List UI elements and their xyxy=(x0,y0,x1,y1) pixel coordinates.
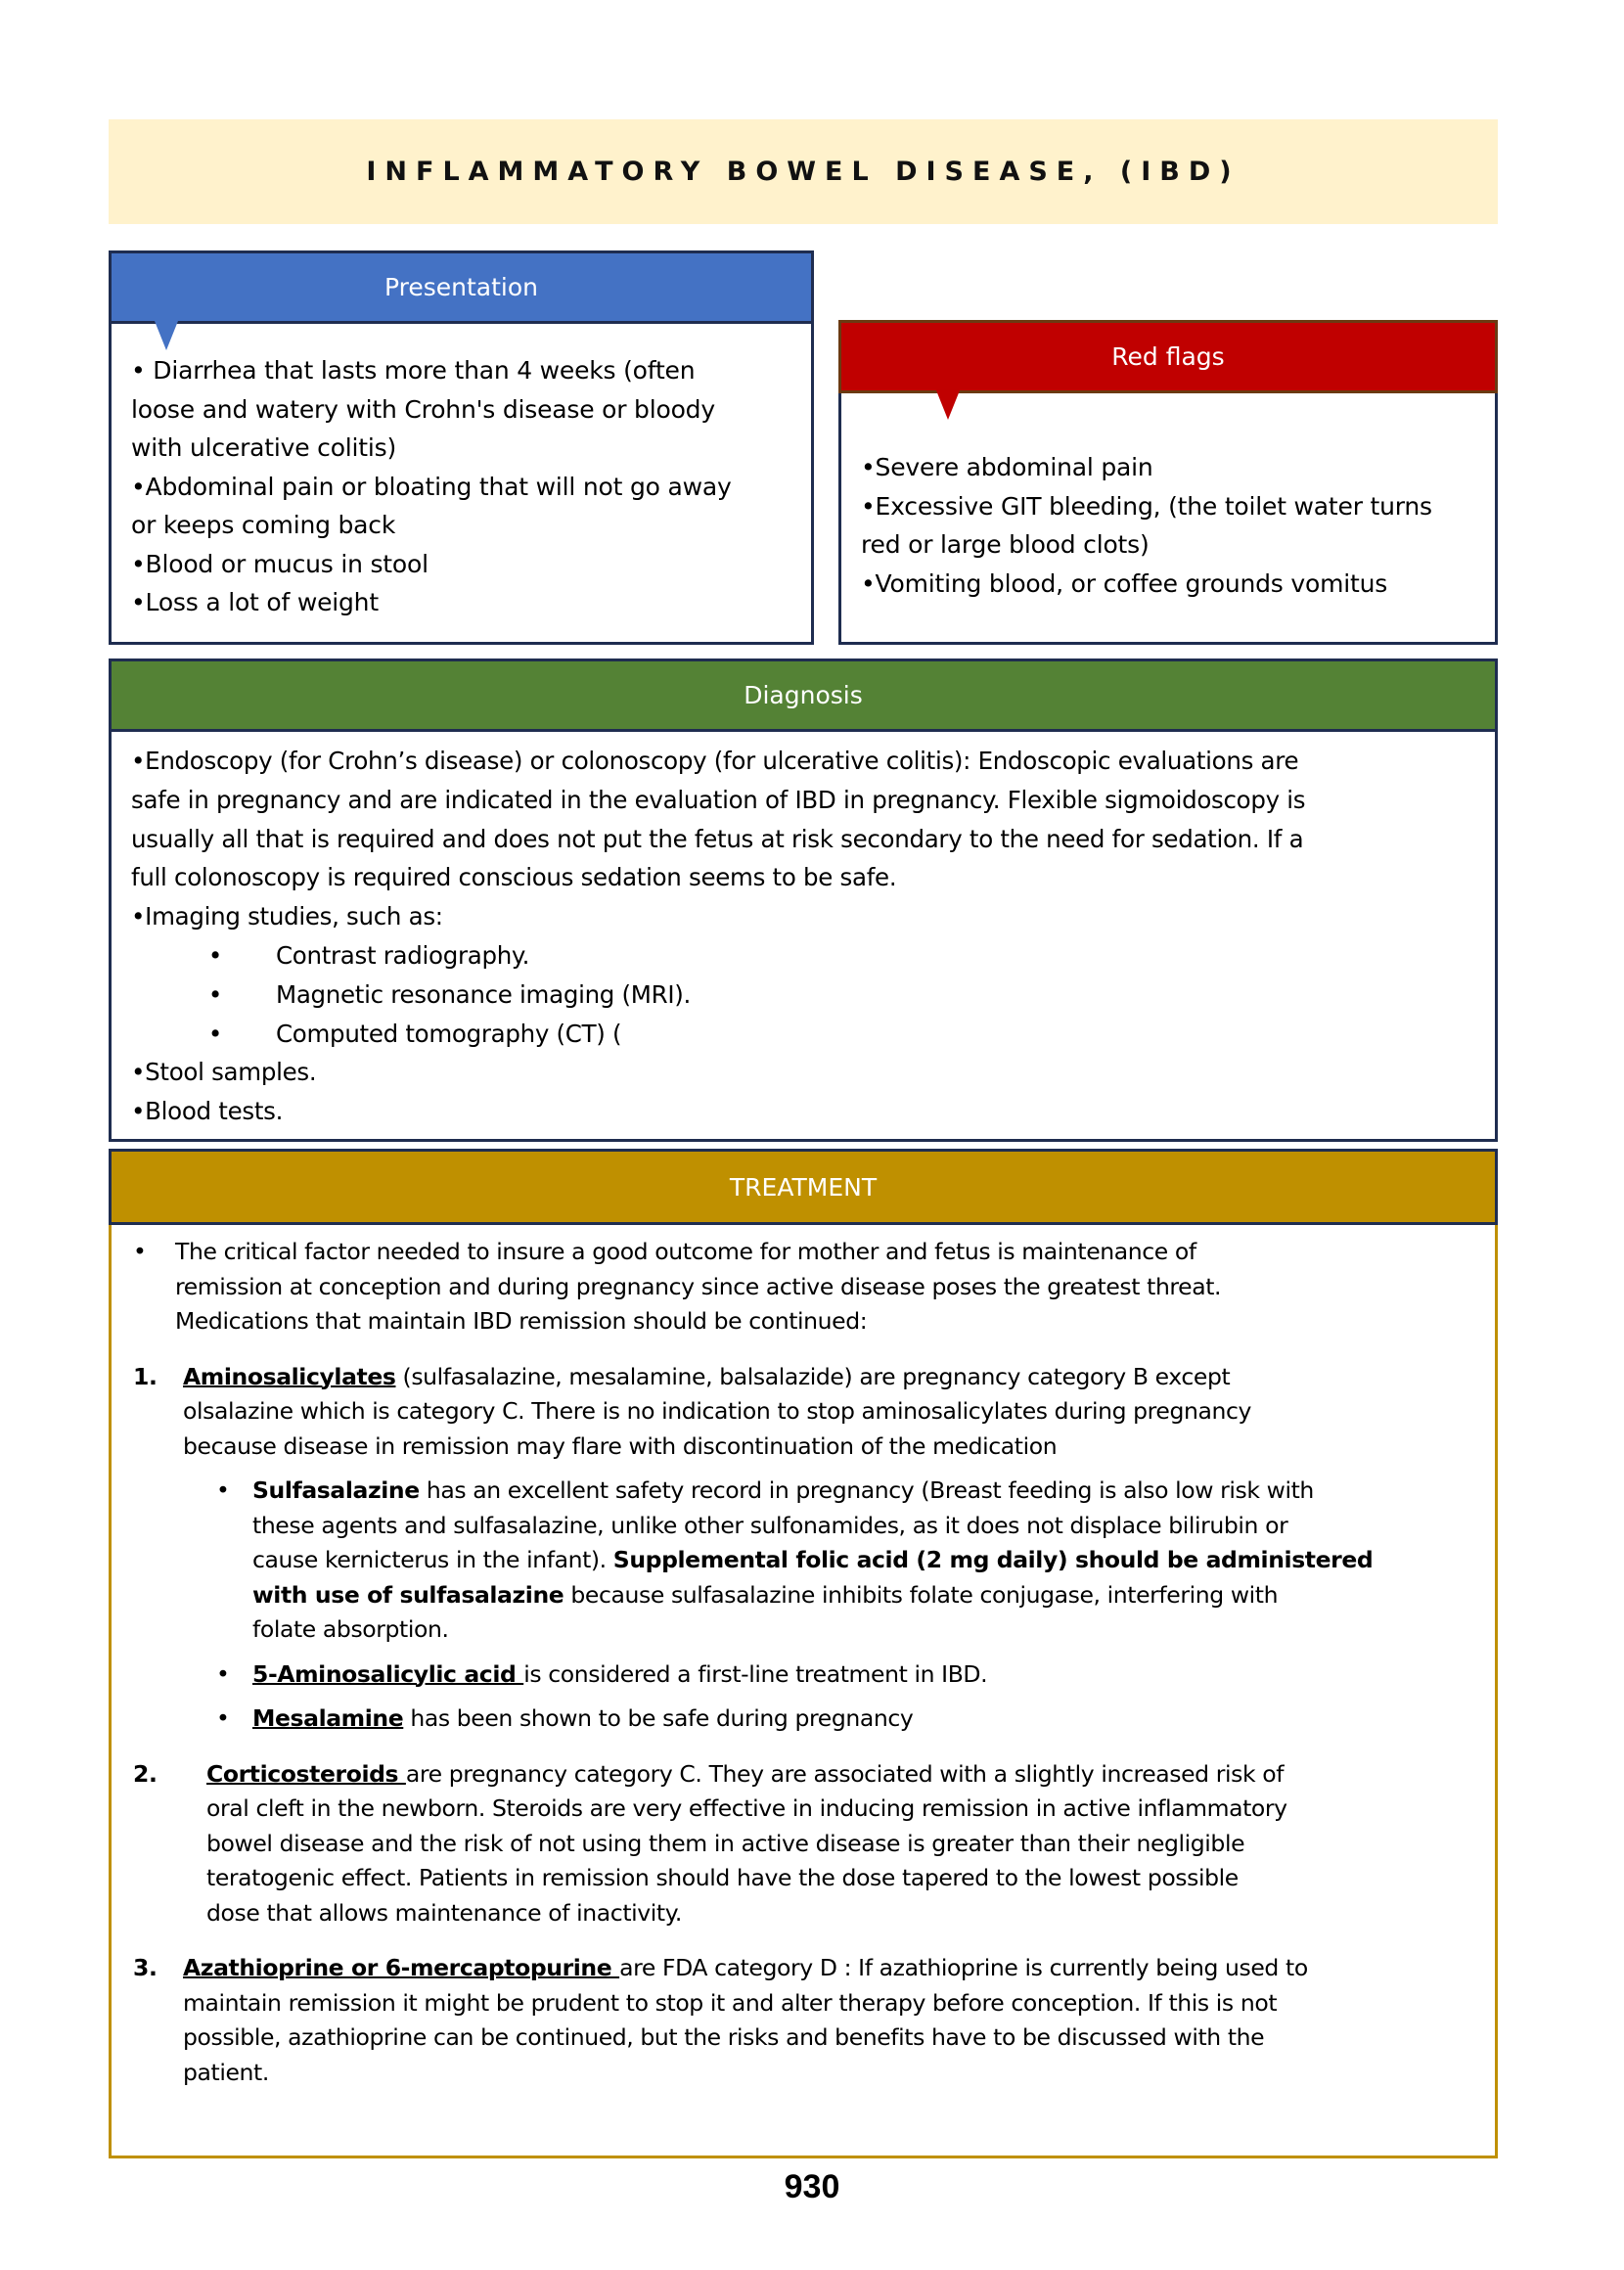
diagnosis-line: usually all that is required and does not put the fetus at risk secondary to the need for sedation. If a xyxy=(131,824,1304,853)
diagnosis-body xyxy=(112,735,1495,1139)
item-line: possible, azathioprine can be continued, but the risks and benefits have to be discussed with the xyxy=(183,2023,1265,2051)
drug-term: Azathioprine or 6-mercaptopurine xyxy=(183,1954,620,1981)
diagnosis-line: safe in pregnancy and are indicated in the evaluation of IBD in pregnancy. Flexible sigmoidoscopy is xyxy=(131,785,1306,814)
item-line: because disease in remission may flare with discontinuation of the medication xyxy=(183,1431,1058,1460)
item-line: oral cleft in the newborn. Steroids are very effective in inducing remission in active inflammatory xyxy=(206,1794,1287,1822)
bullet-icon: • xyxy=(133,1238,147,1265)
presentation-body xyxy=(112,324,811,642)
presentation-line: with ulcerative colitis) xyxy=(131,433,397,462)
imaging-item xyxy=(131,976,1495,1015)
imaging-item xyxy=(131,1015,1495,1054)
diagnosis-line: •Stool samples. xyxy=(131,1058,317,1087)
item-text: is considered a first-line treatment in IBD. xyxy=(523,1659,988,1688)
emphasis-text: Supplemental folic acid (2 mg daily) should be administered xyxy=(612,1546,1374,1573)
item-line: bowel disease and the risk of not using them in active disease is greater than their negligible xyxy=(206,1829,1245,1857)
red-flag-line: •Excessive GIT bleeding, (the toilet water turns xyxy=(861,491,1432,521)
diagnosis-line: •Imaging studies, such as: xyxy=(131,902,443,931)
intro-line: Medications that maintain IBD remission should be continued: xyxy=(175,1307,868,1335)
presentation-line: •Abdominal pain or bloating that will not go away xyxy=(131,472,732,501)
item-line: patient. xyxy=(183,2058,269,2086)
presentation-line: or keeps coming back xyxy=(131,511,396,539)
diagnosis-line: •Endoscopy (for Crohn’s disease) or colonoscopy (for ulcerative colitis): Endoscopic evaluations are xyxy=(131,747,1299,775)
bullet-icon: • xyxy=(216,1704,230,1732)
emphasis-text: with use of sulfasalazine xyxy=(252,1580,564,1609)
drug-term: 5-Aminosalicylic acid xyxy=(252,1659,524,1688)
red-flag-line: •Vomiting blood, or coffee grounds vomitus xyxy=(861,568,1388,598)
presentation-heading: Presentation xyxy=(112,253,811,324)
red-flag-line: •Severe abdominal pain xyxy=(861,453,1153,481)
sub-item-sulfasalazine xyxy=(112,1474,1495,1648)
intro-line: remission at conception and during pregnancy since active disease poses the greatest threat. xyxy=(175,1272,1222,1300)
item-text: because sulfasalazine inhibits folate conjugase, interfering with xyxy=(564,1580,1279,1609)
bullet-icon: • xyxy=(207,1019,222,1048)
item-number: 3. xyxy=(133,1954,158,1981)
page-number: 930 xyxy=(784,2168,840,2205)
diagnosis-box xyxy=(109,658,1498,1142)
treatment-item-azathioprine xyxy=(112,1951,1495,2090)
treatment-intro xyxy=(112,1235,1495,1339)
item-line: teratogenic effect. Patients in remission should have the dose tapered to the lowest possible xyxy=(206,1864,1239,1891)
drug-term: Sulfasalazine xyxy=(252,1476,420,1504)
item-line: dose that allows maintenance of inactivity. xyxy=(206,1898,682,1927)
bullet-icon: • xyxy=(207,940,222,970)
treatment-item-aminosalicylates xyxy=(112,1360,1495,1465)
drug-term: Aminosalicylates xyxy=(183,1362,396,1390)
presentation-line: •Loss a lot of weight xyxy=(131,588,379,616)
red-flags-body xyxy=(841,393,1495,642)
imaging-item-text: Computed tomography (CT) ( xyxy=(276,1019,622,1048)
page-title-banner xyxy=(109,119,1498,224)
treatment-body xyxy=(112,1225,1495,2156)
red-flag-line: red or large blood clots) xyxy=(861,530,1150,559)
imaging-item xyxy=(131,936,1495,976)
imaging-item-text: Contrast radiography. xyxy=(276,940,530,970)
sub-item-mesalamine xyxy=(112,1702,1495,1737)
intro-line: The critical factor needed to insure a good outcome for mother and fetus is maintenance of xyxy=(175,1238,1196,1265)
bullet-icon: • xyxy=(216,1659,230,1688)
treatment-heading: TREATMENT xyxy=(109,1149,1498,1225)
item-text: are pregnancy category C. They are associated with a slightly increased risk of xyxy=(405,1759,1285,1788)
item-text: cause kernicterus in the infant). xyxy=(252,1546,613,1573)
presentation-box xyxy=(109,250,814,645)
item-line: folate absorption. xyxy=(252,1615,449,1643)
item-line: maintain remission it might be prudent to stop it and alter therapy before conception. If this is not xyxy=(183,1988,1278,2017)
treatment-item-corticosteroids xyxy=(112,1757,1495,1931)
treatment-box xyxy=(109,1149,1498,2158)
item-text: (sulfasalazine, mesalamine, balsalazide) are pregnancy category B except xyxy=(395,1362,1231,1390)
drug-term: Mesalamine xyxy=(252,1704,404,1732)
item-text: has been shown to be safe during pregnancy xyxy=(403,1704,914,1732)
item-line: olsalazine which is category C. There is no indication to stop aminosalicylates during pregnancy xyxy=(183,1397,1252,1425)
bullet-icon: • xyxy=(207,979,222,1009)
item-line: these agents and sulfasalazine, unlike other sulfonamides, as it does not displace bilirubin or xyxy=(252,1511,1288,1539)
item-number: 2. xyxy=(133,1759,158,1788)
red-flags-box xyxy=(838,320,1498,645)
red-flags-heading: Red flags xyxy=(838,320,1498,393)
diagnosis-line: full colonoscopy is required conscious sedation seems to be safe. xyxy=(131,863,897,892)
item-text: has an excellent safety record in pregnancy (Breast feeding is also low risk with xyxy=(419,1476,1314,1504)
sub-item-5-asa xyxy=(112,1657,1495,1693)
imaging-item-text: Magnetic resonance imaging (MRI). xyxy=(276,979,692,1009)
presentation-line: • Diarrhea that lasts more than 4 weeks (often xyxy=(131,356,696,385)
item-number: 1. xyxy=(133,1362,158,1390)
bullet-icon: • xyxy=(216,1476,230,1504)
presentation-line: •Blood or mucus in stool xyxy=(131,549,429,578)
page-title: INFLAMMATORY BOWEL DISEASE, (IBD) xyxy=(366,157,1241,187)
diagnosis-heading: Diagnosis xyxy=(112,661,1495,732)
presentation-line: loose and watery with Crohn's disease or bloody xyxy=(131,394,715,424)
drug-term: Corticosteroids xyxy=(206,1759,406,1788)
diagnosis-line: •Blood tests. xyxy=(131,1097,284,1126)
item-text: are FDA category D : If azathioprine is currently being used to xyxy=(619,1954,1308,1981)
